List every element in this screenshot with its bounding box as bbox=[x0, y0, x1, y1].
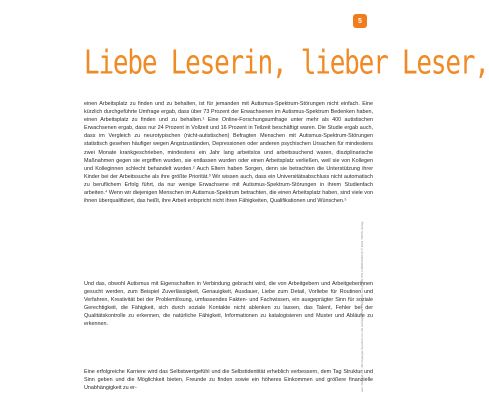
source-footer-text: aus: Attwood u.a., Mit Asperger-Syndrom im Job zufrieden und erfolgreich sein (ISBN 978-3-8080-0922-8) © 2024 TRIAS Verlag bbox=[360, 221, 364, 392]
body-paragraph-2: Und das, obwohl Autismus mit Eigenschaften in Verbindung gebracht wird, die von Arbeitgebern und Arbeitgeberinnen gesucht werden, zum Beispiel Zuverlässigkeit, Genauigkeit, Ausdauer, Liebe zum Detail, Vorliebe für Routinen und Verfahren, Kreativität bei der Problemlösung, umfassendes Fakten- und Fachwissen, ein ausgeprägter Sinn für soziale Gerechtigkeit, die Fähigkeit, sich durch soziale Kontakte nicht ablenken zu lassen, das Talent, Fehler bei der Qualitätskontrolle zu erkennen, die natürliche Fähigkeit, Informationen zu katalogisieren und Muster und Abläufe zu erkennen. bbox=[84, 281, 373, 328]
body-paragraph-1: einen Arbeitsplatz zu finden und zu behalten, ist für jemanden mit Autismus-Spektrum-Störungen nicht einfach. Eine kürzlich durchgeführte Umfrage ergab, dass über 73 Prozent der Erwachsenen im Autismus-Spektrum Bedenken haben, einen Arbeitsplatz zu finden und zu behalten.¹ Eine Online-Forschungsumfrage unter mehr als 400 autistischen Erwachsenen ergab, dass nur 24 Prozent in Vollzeit und 16 Prozent in Teilzeit beschäftigt waren. Die Studie ergab auch, dass im Vergleich zu neurotypischen (nicht-autistischen) Befragten Menschen mit Autismus-Spektrum-Störungen statistisch gesehen häufiger wegen Angstzuständen, Depressionen oder anderen psychischen Ursachen für mindestens zwei Monate krankgeschrieben, mindestens ein Jahr lang arbeitslos und arbeitssuchend waren, disziplinarische Maßnahmen gegen sie ergriffen wurden, sie entlassen wurden oder einen Arbeitsplatz verließen, weil sie von Kollegen und Kolleginnen schlecht behandelt wurden.² Auch Eltern haben Sorgen, denn sie betrachten die Unterstützung ihrer Kinder bei der Arbeitssuche als ihre größte Priorität.³ Wir wissen auch, dass ein Universitätsabschluss nicht automatisch zu beruflichem Erfolg führt, da nur wenige Erwachsene mit Autismus-Spektrum-Störungen in ihrem Studienfach arbeiten.⁴ Wenn wir diejenigen Menschen im Autismus-Spektrum betrachten, die einen Arbeitsplatz haben, sind viele von ihnen überqualifiziert, das heißt, ihre Arbeit entspricht nicht ihren Fähigkeiten, Qualifikationen und Wünschen.⁵ bbox=[84, 101, 373, 205]
page-heading: Liebe Leserin, lieber Leser, bbox=[84, 44, 489, 83]
body-paragraph-3: Eine erfolgreiche Karriere wird das Selbstwertgefühl und die Selbstidentität erheblich verbessern, dem Tag Struktur und Sinn geben und die Möglichkeit bieten, Freunde zu finden sowie ein höheres Einkommen und größere finanzielle Unabhängigkeit zu er- bbox=[84, 369, 373, 392]
page-number-badge: 5 bbox=[353, 14, 367, 28]
